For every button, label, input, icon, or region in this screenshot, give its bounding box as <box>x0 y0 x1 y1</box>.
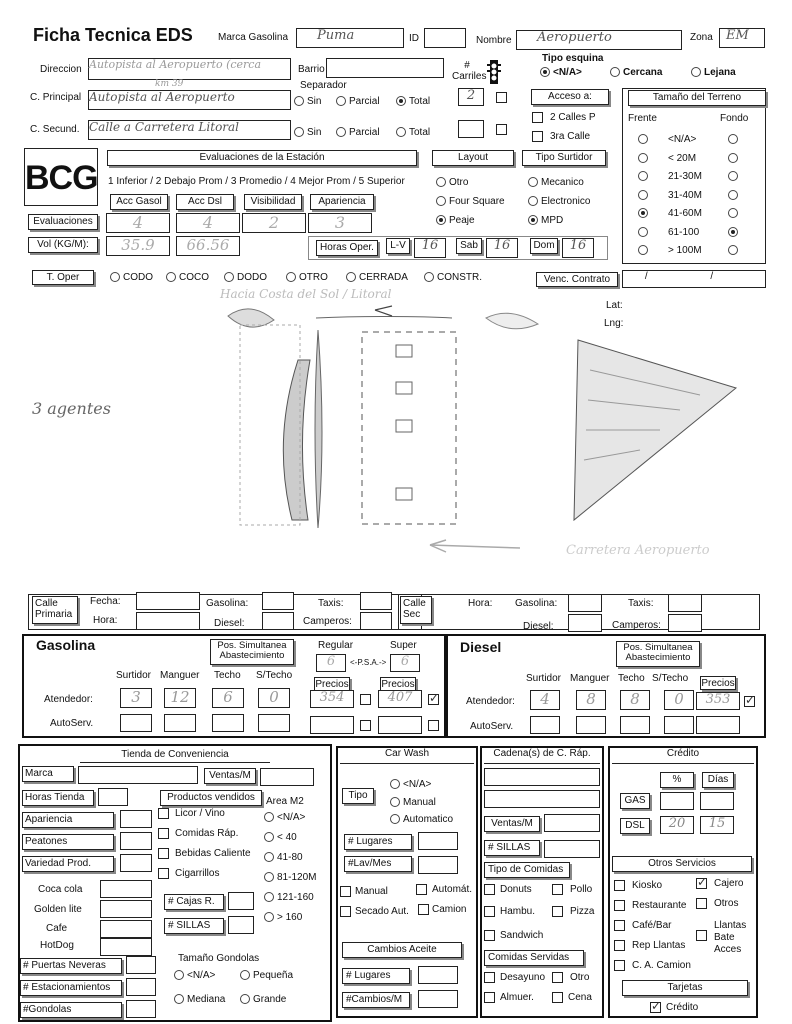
hambu-check[interactable] <box>484 906 495 917</box>
estac-field[interactable] <box>126 978 156 996</box>
marca-field[interactable]: Puma <box>296 28 404 48</box>
dsl-autoserv-label: AutoServ. <box>470 721 514 732</box>
dsl-as-manguer[interactable] <box>576 716 606 734</box>
dsl-col-surtidor: Surtidor <box>526 673 562 684</box>
cadena-sillas-field[interactable] <box>544 840 600 858</box>
otros-check[interactable] <box>696 898 707 909</box>
dsl-col-techo: Techo <box>618 673 645 684</box>
score-acc-gasol[interactable]: 4 <box>106 213 170 233</box>
diesel-title: Diesel <box>460 639 502 655</box>
almuer-check[interactable] <box>484 992 495 1003</box>
gasolina-count-field[interactable] <box>262 592 294 610</box>
dsl-precios-label: Precios <box>701 678 735 689</box>
tipo-comidas-label: Tipo de Comidas <box>484 862 570 878</box>
almuer-label: Almuer. <box>500 992 534 1003</box>
producto-label: Comidas Ráp. <box>175 828 239 839</box>
frente-label: Frente <box>628 113 657 124</box>
pct-label: % <box>660 772 694 788</box>
peatones-label: Peatones <box>22 834 114 850</box>
cambios-lugares-label: # Lugares <box>342 968 410 984</box>
producto-label: Licor / Vino <box>175 808 225 819</box>
surtidor-mecanico[interactable]: Mecanico <box>528 177 584 188</box>
contrato-field[interactable]: / / <box>622 270 766 288</box>
pollo-label: Pollo <box>570 884 593 895</box>
dsl-dias-field[interactable]: 15 <box>700 816 734 834</box>
dsl-precio-check[interactable] <box>744 696 755 707</box>
diesel-count-label: Diesel: <box>214 618 245 629</box>
hotdog-field[interactable] <box>100 938 152 956</box>
gasolina-title: Gasolina <box>36 637 96 653</box>
barrio-label: Barrio <box>298 64 325 75</box>
gas-dias-field[interactable] <box>700 792 734 810</box>
dsl-pct-field[interactable]: 20 <box>660 816 694 834</box>
gas-surtidor-field[interactable]: 3 <box>120 688 152 708</box>
cadena-ventas-label: Ventas/M <box>484 816 540 832</box>
dias-label: Días <box>702 772 734 788</box>
acces-label: Acces <box>714 944 742 955</box>
toper-option[interactable]: OTRO <box>286 272 328 283</box>
gas-col-manguer: Manguer <box>160 670 200 681</box>
hambu-label: Hambu. <box>500 906 536 917</box>
cena-label: Cena <box>568 992 592 1003</box>
carwash-camion-check[interactable] <box>418 904 429 915</box>
producto-check[interactable] <box>158 848 169 859</box>
gas-as-manguer[interactable] <box>164 714 196 732</box>
carwash-automat-check[interactable] <box>416 884 427 895</box>
acceso-label: Acceso a: <box>531 89 609 105</box>
puertas-label: # Puertas Neveras <box>20 958 122 974</box>
cambios-title: Cambios Aceite <box>342 942 462 958</box>
cadena-name-1[interactable] <box>484 768 600 786</box>
diesel-sec-field[interactable] <box>568 614 602 632</box>
dsl-as-surtidor[interactable] <box>530 716 560 734</box>
gas-as-techo[interactable] <box>212 714 244 732</box>
secund-parcial[interactable]: Parcial <box>336 127 380 138</box>
principal-sin[interactable]: Sin <box>294 96 321 107</box>
dsl-surtidor-field[interactable]: 4 <box>530 690 560 710</box>
carwash-camion-label: Camion <box>432 904 467 915</box>
golden-label: Golden lite <box>34 904 82 915</box>
area-option[interactable]: <N/A> <box>264 812 305 823</box>
layout-four-square[interactable]: Four Square <box>436 196 505 207</box>
area-option[interactable]: < 40 <box>264 832 297 843</box>
gas-sup-check[interactable] <box>428 694 439 705</box>
coca-label: Coca cola <box>38 884 83 895</box>
restaurante-label: Restaurante <box>632 900 687 911</box>
variedad-field[interactable] <box>120 854 152 872</box>
lat-label: Lat: <box>606 300 623 311</box>
principal-parcial[interactable]: Parcial <box>336 96 380 107</box>
donuts-label: Donuts <box>500 884 532 895</box>
form-title: Ficha Tecnica EDS <box>33 25 193 45</box>
pollo-check[interactable] <box>552 884 563 895</box>
sketch-bottom-note: Carretera Aeropuerto <box>566 543 710 558</box>
score-acc-dsl[interactable]: 4 <box>176 213 240 233</box>
score-visibilidad[interactable]: 2 <box>242 213 306 233</box>
carwash-lav-label: #Lav/Mes <box>344 856 412 872</box>
variedad-label: Variedad Prod. <box>22 856 114 872</box>
toper-option[interactable]: CONSTR. <box>424 272 482 283</box>
cambios-m-field[interactable] <box>418 990 458 1008</box>
regular-psa-field[interactable]: 6 <box>316 654 346 672</box>
nombre-label: Nombre <box>476 35 512 46</box>
area-option[interactable]: 121-160 <box>264 892 314 903</box>
vol-gas-field[interactable]: 35.9 <box>106 236 170 256</box>
producto-check[interactable] <box>158 808 169 819</box>
gas-precio-sup-field[interactable]: 407 <box>378 690 422 708</box>
gas-as-stecho[interactable] <box>258 714 290 732</box>
regular-label: Regular <box>318 640 354 651</box>
marca-label: Marca Gasolina <box>218 32 289 43</box>
fecha-label: Fecha: <box>90 596 121 607</box>
cadena-name-2[interactable] <box>484 790 600 808</box>
direccion-km: km 39 <box>155 79 184 89</box>
calle-sec-label: Calle Sec <box>400 596 432 624</box>
cadena-title: Cadena(s) de C. Ráp. <box>484 748 600 764</box>
dsl-as-precio[interactable] <box>696 716 740 734</box>
cajero-check[interactable] <box>696 878 707 889</box>
toper-option[interactable]: CERRADA <box>346 272 408 283</box>
apariencia-label: Apariencia <box>310 194 374 210</box>
sab-field[interactable]: 16 <box>486 238 518 258</box>
calles-p-label: 2 Calles P <box>550 112 596 123</box>
secund-sin[interactable]: Sin <box>294 127 321 138</box>
id-label: ID <box>409 33 419 44</box>
terreno-row-label: 31-40M <box>668 189 702 201</box>
comidas-servidas-label: Comidas Servidas <box>484 950 584 966</box>
separador-label: Separador <box>300 80 347 91</box>
credito-title: Crédito <box>612 748 754 764</box>
carwash-auto[interactable]: Automatico <box>390 814 453 825</box>
gondolas-field[interactable] <box>126 1000 156 1018</box>
producto-label: Cigarrillos <box>175 868 220 879</box>
gas-stecho-field[interactable]: 0 <box>258 688 290 708</box>
gasolina-sec-field[interactable] <box>568 594 602 612</box>
psa-label: <-P.S.A.-> <box>350 658 387 667</box>
cambios-lugares-field[interactable] <box>418 966 458 984</box>
acc-dsl-label: Acc Dsl <box>176 194 234 210</box>
apariencia-t-label: Apariencia <box>22 812 114 828</box>
otro-c-check[interactable] <box>552 972 563 983</box>
dsl-col-stecho: S/Techo <box>652 673 689 684</box>
rep-label: Rep Llantas <box>632 940 686 951</box>
tienda-marca-label: Marca <box>22 766 74 782</box>
bate-label: Bate <box>714 932 735 943</box>
visibilidad-label: Visibilidad <box>244 194 302 210</box>
cadena-ventas-field[interactable] <box>544 814 600 832</box>
gasolina-pos-sim: Pos. Simultanea Abastecimiento <box>210 639 294 665</box>
carwash-manual2-label: Manual <box>355 886 388 897</box>
dsl-credit-label: DSL <box>620 818 650 834</box>
terreno-row-label: 21-30M <box>668 171 702 182</box>
cafebar-check[interactable] <box>614 920 625 931</box>
gas-reg-check[interactable] <box>360 694 371 705</box>
gas-precios-sup-label: Precios <box>381 679 415 690</box>
tarjetas-title: Tarjetas <box>622 980 748 996</box>
esquina-na[interactable]: <N/A> <box>540 67 582 78</box>
taxis-label: Taxis: <box>318 598 344 609</box>
peatones-field[interactable] <box>120 832 152 850</box>
sandwich-label: Sandwich <box>500 930 544 941</box>
gas-credit-label: GAS <box>620 793 650 809</box>
gas-as-precio-reg[interactable] <box>310 716 354 734</box>
terreno-row-label: 61-100 <box>668 226 700 238</box>
zona-field[interactable]: EM <box>719 28 765 48</box>
evaluaciones-label: Evaluaciones <box>28 214 98 230</box>
cajero-label: Cajero <box>714 878 744 889</box>
golden-field[interactable] <box>100 900 152 918</box>
puertas-field[interactable] <box>126 956 156 974</box>
credito-check[interactable] <box>650 1002 661 1013</box>
horas-tienda-label: Horas Tienda <box>22 790 94 806</box>
dsl-stecho-field[interactable]: 0 <box>664 690 694 710</box>
super-psa-field[interactable]: 6 <box>390 654 420 672</box>
tipo-esquina-label: Tipo esquina <box>542 53 604 64</box>
camion-check[interactable] <box>614 960 625 971</box>
carwash-title: Car Wash <box>340 748 474 764</box>
sketch-top-note: Hacia Costa del Sol / Litoral <box>220 287 392 301</box>
cajas-label: # Cajas R. <box>164 894 224 910</box>
carriles-label: # Carriles <box>452 60 487 82</box>
desayuno-label: Desayuno <box>500 972 546 983</box>
coca-field[interactable] <box>100 880 152 898</box>
carwash-manual[interactable]: Manual <box>390 797 436 808</box>
gas-as-reg-check[interactable] <box>360 720 371 731</box>
kiosko-check[interactable] <box>614 880 625 891</box>
principal-label: C. Principal <box>30 92 82 103</box>
producto-check[interactable] <box>158 868 169 879</box>
toper-label: T. Oper <box>32 270 94 285</box>
tienda-title: Tienda de Conveniencia <box>80 748 270 763</box>
gas-pct-field[interactable] <box>660 792 694 810</box>
gas-as-sup-check[interactable] <box>428 720 439 731</box>
terreno-row-label: <N/A> <box>668 134 697 145</box>
gas-as-precio-sup[interactable] <box>378 716 422 734</box>
carwash-tipo-label: Tipo <box>342 788 374 804</box>
area-option[interactable]: 81-120M <box>264 872 316 883</box>
carwash-lugares-field[interactable] <box>418 832 458 850</box>
dsl-as-stecho[interactable] <box>664 716 694 734</box>
productos-label: Productos vendidos <box>160 790 262 806</box>
camperos-field[interactable] <box>360 612 392 630</box>
toper-option[interactable]: CODO <box>110 272 153 283</box>
nombre-field[interactable]: Aeropuerto <box>516 30 682 50</box>
dsl-atendedor-label: Atendedor: <box>466 696 515 707</box>
rep-check[interactable] <box>614 940 625 951</box>
pizza-label: Pizza <box>570 906 595 917</box>
super-label: Super <box>390 640 417 651</box>
dsl-col-manguer: Manguer <box>570 673 610 684</box>
tienda-ventas-label: Ventas/M <box>204 768 256 784</box>
cena-check[interactable] <box>552 992 563 1003</box>
sab-label: Sab <box>456 238 482 254</box>
direccion-label: Direccion <box>40 64 82 75</box>
tienda-marca-field[interactable] <box>78 766 198 784</box>
carwash-secado-label: Secado Aut. <box>355 906 409 917</box>
carwash-na[interactable]: <N/A> <box>390 779 431 790</box>
gasolina-count-label: Gasolina: <box>206 598 249 609</box>
gasolina-sec-label: Gasolina: <box>515 598 558 609</box>
gond-na[interactable]: <N/A> <box>174 970 215 981</box>
fondo-label: Fondo <box>720 113 749 124</box>
dsl-precio-field[interactable]: 353 <box>696 692 740 710</box>
contrato-label: Venc. Contrato <box>536 272 618 287</box>
gond-gra[interactable]: Grande <box>240 994 286 1005</box>
gas-autoserv-label: AutoServ. <box>50 718 94 729</box>
lv-field[interactable]: 16 <box>414 238 446 258</box>
secund-total[interactable]: Total <box>396 127 430 138</box>
cadena-sillas-label: # SILLAS <box>484 840 540 856</box>
principal-field[interactable]: Autopista al Aeropuerto <box>88 90 291 110</box>
horas-tienda-field[interactable] <box>98 788 128 806</box>
dom-label: Dom <box>530 238 558 254</box>
cafe-field[interactable] <box>100 920 152 938</box>
camperos-sec-label: Camperos: <box>612 620 661 631</box>
gond-med[interactable]: Mediana <box>174 994 225 1005</box>
score-apariencia[interactable]: 3 <box>308 213 372 233</box>
gondolas-label: #Gondolas <box>20 1002 122 1018</box>
producto-label: Bebidas Caliente <box>175 848 251 859</box>
hora-label: Hora: <box>93 615 118 626</box>
hotdog-label: HotDog <box>40 940 74 951</box>
taxis-sec-field[interactable] <box>668 594 702 612</box>
carriles-field[interactable]: 2 <box>458 88 484 106</box>
gas-manguer-field[interactable]: 12 <box>164 688 196 708</box>
bcg-logo: BCG <box>24 148 98 206</box>
kiosko-label: Kiosko <box>632 880 663 891</box>
layout-label: Layout <box>432 150 514 166</box>
vol-label: Vol (KG/M): <box>28 237 98 253</box>
hora-sec-label: Hora: <box>468 598 493 609</box>
gas-atendedor-label: Atendedor: <box>44 694 93 705</box>
diesel-pos-sim: Pos. Simultanea Abastecimiento <box>616 641 700 667</box>
tienda-ventas-field[interactable] <box>260 768 314 786</box>
carwash-secado-check[interactable] <box>340 906 351 917</box>
secund-label: C. Secund. <box>30 124 80 135</box>
layout-peaje[interactable]: Peaje <box>436 215 475 226</box>
fecha-field[interactable] <box>136 592 200 610</box>
area-option[interactable]: > 160 <box>264 912 302 923</box>
horas-label: Horas Oper. <box>316 240 378 256</box>
dsl-techo-field[interactable]: 8 <box>620 690 650 710</box>
sketch-left-note: 3 agentes <box>32 399 111 418</box>
credito-label: Crédito <box>666 1002 699 1013</box>
restaurante-check[interactable] <box>614 900 625 911</box>
otros-label: Otros <box>714 898 739 909</box>
esquina-lejana[interactable]: Lejana <box>691 67 736 78</box>
carwash-lugares-label: # Lugares <box>344 834 412 850</box>
calle-3-label: 3ra Calle <box>550 131 591 142</box>
toper-option[interactable]: DODO <box>224 272 267 283</box>
gas-techo-field[interactable]: 6 <box>212 688 244 708</box>
direccion-field[interactable]: Autopista al Aeropuerto (cerca <box>88 58 291 80</box>
toper-option[interactable]: COCO <box>166 272 209 283</box>
gas-col-techo: Techo <box>214 670 241 681</box>
gond-peq[interactable]: Pequeña <box>240 970 293 981</box>
terreno-row-label: > 100M <box>668 245 702 256</box>
llantas-label: Llantas <box>714 920 747 931</box>
surtidor-electronico[interactable]: Electronico <box>528 196 590 207</box>
gas-col-stecho: S/Techo <box>256 670 293 681</box>
cambios-m-label: #Cambios/M <box>342 992 410 1008</box>
gas-precios-reg-label: Precios <box>315 679 349 690</box>
evaluaciones-title: Evaluaciones de la Estación <box>107 150 417 166</box>
surtidor-label: Tipo Surtidor <box>522 150 606 166</box>
cafe-label: Cafe <box>46 923 68 934</box>
lv-label: L-V <box>386 238 410 254</box>
gas-precio-reg-field[interactable]: 354 <box>310 690 354 708</box>
desayuno-check[interactable] <box>484 972 495 983</box>
pizza-check[interactable] <box>552 906 563 917</box>
area-option[interactable]: 41-80 <box>264 852 303 863</box>
carwash-lav-field[interactable] <box>418 856 458 874</box>
vol-dsl-field[interactable]: 66.56 <box>176 236 240 256</box>
terreno-row-label: < 20M <box>668 152 697 164</box>
calle-primaria-label: Calle Primaria <box>32 596 78 624</box>
evaluaciones-scale: 1 Inferior / 2 Debajo Prom / 3 Promedio / 4 Mejor Prom / 5 Superior <box>108 176 405 187</box>
sillas-t-field[interactable] <box>228 916 254 934</box>
lng-label: Lng: <box>604 318 624 329</box>
camion-label: C. A. Camion <box>632 960 691 971</box>
camperos-sec-field[interactable] <box>668 614 702 632</box>
diesel-sec-label: Diesel: <box>523 621 554 632</box>
carwash-automat-label: Automát. <box>432 884 473 895</box>
secund-field[interactable]: Calle a Carretera Litoral <box>88 120 291 140</box>
otro-c-label: Otro <box>570 972 590 983</box>
terreno-title: Tamaño del Terreno <box>628 90 766 106</box>
donuts-check[interactable] <box>484 884 495 895</box>
llantas-check[interactable] <box>696 930 707 941</box>
sillas-t-label: # SILLAS <box>164 918 224 934</box>
dsl-as-techo[interactable] <box>620 716 650 734</box>
surtidor-mpd[interactable]: MPD <box>528 215 563 226</box>
layout-otro[interactable]: Otro <box>436 177 468 188</box>
carwash-manual-check[interactable] <box>340 886 351 897</box>
dom-field[interactable]: 16 <box>562 238 594 258</box>
zona-label: Zona <box>690 32 713 43</box>
apariencia-t-field[interactable] <box>120 810 152 828</box>
principal-total[interactable]: Total <box>396 96 430 107</box>
otros-servicios-title: Otros Servicios <box>612 856 752 872</box>
esquina-cercana[interactable]: Cercana <box>610 67 662 78</box>
camperos-label: Camperos: <box>303 616 352 627</box>
gas-col-surtidor: Surtidor <box>116 670 152 681</box>
estac-label: # Estacionamientos <box>20 980 122 996</box>
gas-as-surtidor[interactable] <box>120 714 152 732</box>
cafebar-label: Café/Bar <box>632 920 672 931</box>
taxis-field[interactable] <box>360 592 392 610</box>
cajas-field[interactable] <box>228 892 254 910</box>
area-label: Area M2 <box>266 796 304 807</box>
sandwich-check[interactable] <box>484 930 495 941</box>
terreno-row-label: 41-60M <box>668 208 702 219</box>
dsl-manguer-field[interactable]: 8 <box>576 690 606 710</box>
taxis-sec-label: Taxis: <box>628 598 654 609</box>
hora-field[interactable] <box>136 612 200 630</box>
tam-gond-label: Tamaño Gondolas <box>178 953 260 964</box>
acc-gasol-label: Acc Gasol <box>110 194 168 210</box>
diesel-count-field[interactable] <box>262 612 294 630</box>
producto-check[interactable] <box>158 828 169 839</box>
